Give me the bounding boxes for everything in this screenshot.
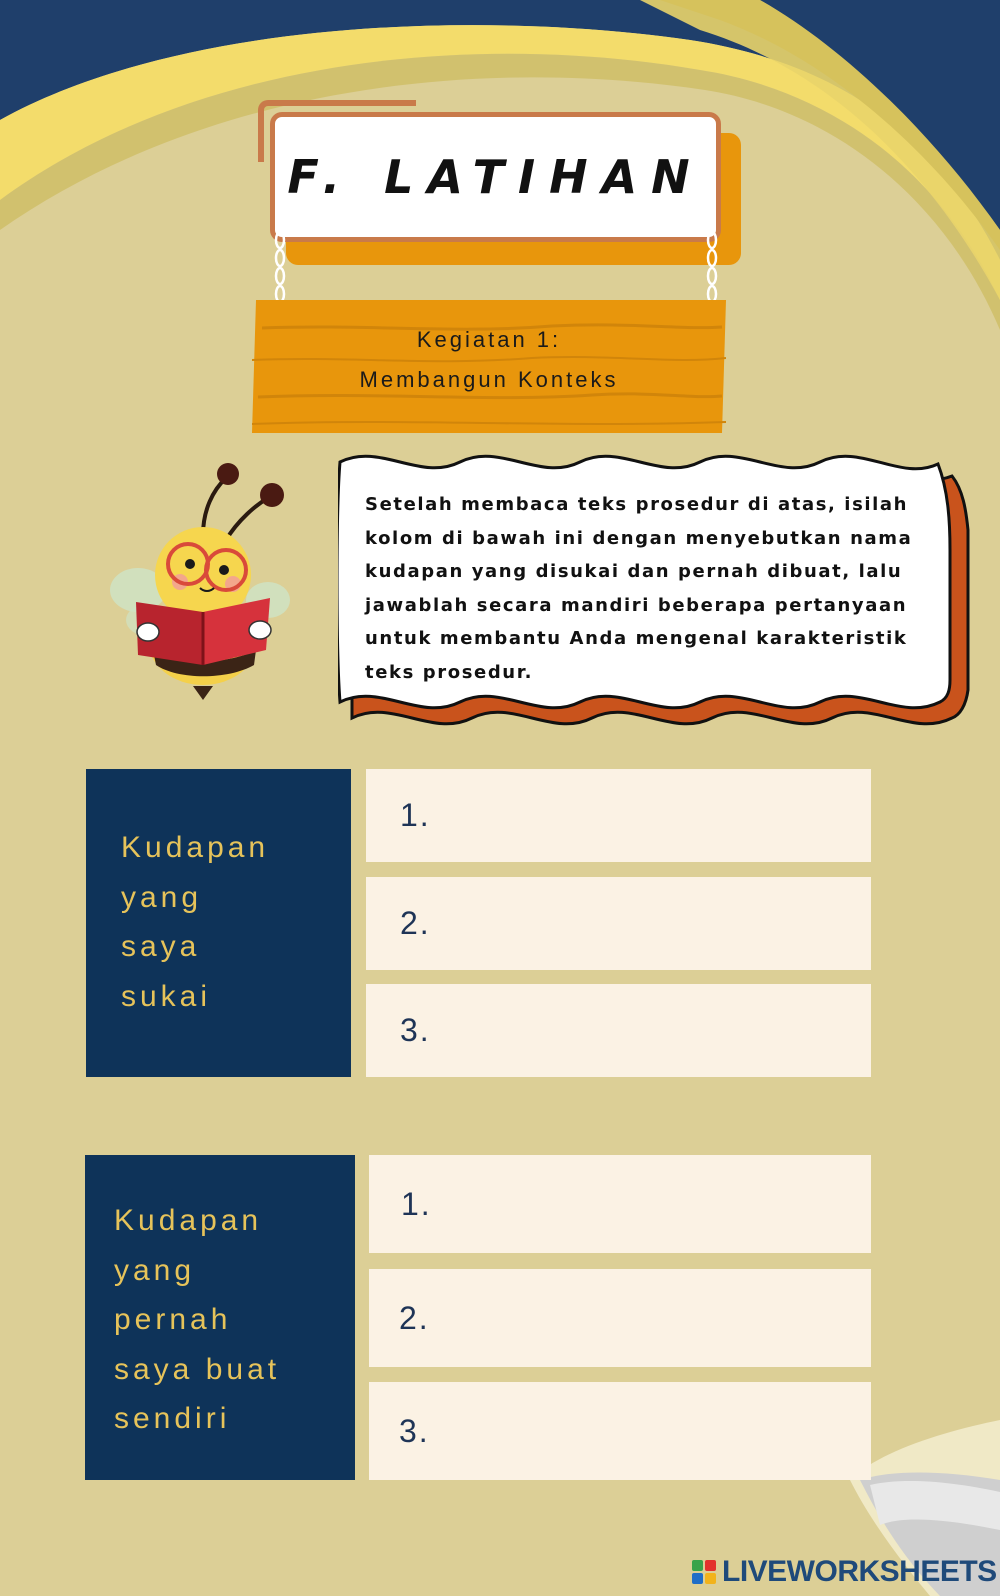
- instruction-text: [365, 488, 947, 689]
- made-snack-answer-1[interactable]: 1.: [369, 1155, 871, 1253]
- favorite-snack-answer-2[interactable]: 2.: [366, 877, 871, 970]
- activity-label: [252, 320, 726, 400]
- liveworksheets-logo[interactable]: [692, 1555, 997, 1589]
- favorite-snack-answer-3[interactable]: 3.: [366, 984, 871, 1077]
- favorite-snack-answer-1[interactable]: 1.: [366, 769, 871, 862]
- made-snacks-label-box: [85, 1155, 355, 1480]
- made-snacks-label: Kudapan yang pernah saya buat sendiri: [114, 1204, 281, 1435]
- instruction-line: jawablah secara mandiri beberapa pertanyaan: [365, 594, 908, 616]
- favorite-snacks-label: Kudapan yang saya sukai: [121, 831, 270, 1013]
- instruction-line: kudapan yang disukai dan pernah dibuat, lalu: [365, 561, 903, 582]
- chain-left-icon: [272, 230, 288, 310]
- instruction-line: Setelah membaca teks prosedur di atas, isilah: [365, 494, 909, 515]
- made-snack-answer-3[interactable]: 3.: [369, 1382, 871, 1480]
- made-snack-answer-2[interactable]: 2.: [369, 1269, 871, 1367]
- activity-name: Membangun Konteks: [359, 367, 619, 392]
- activity-number: Kegiatan 1:: [416, 327, 562, 352]
- liveworksheets-logo-icon: [692, 1560, 716, 1584]
- bee-reading-icon: [108, 460, 298, 710]
- instruction-line: kolom di bawah ini dengan menyebutkan nama: [365, 527, 913, 549]
- liveworksheets-brand: LIVEWORKSHEETS: [722, 1555, 997, 1588]
- page-title: F. LATIHAN: [287, 150, 704, 204]
- title-card: [270, 112, 721, 242]
- instruction-line: teks prosedur.: [365, 661, 534, 683]
- favorite-snacks-label-box: [86, 769, 351, 1077]
- instruction-line: untuk membantu Anda mengenal karakteristik: [365, 628, 908, 649]
- chain-right-icon: [704, 230, 720, 310]
